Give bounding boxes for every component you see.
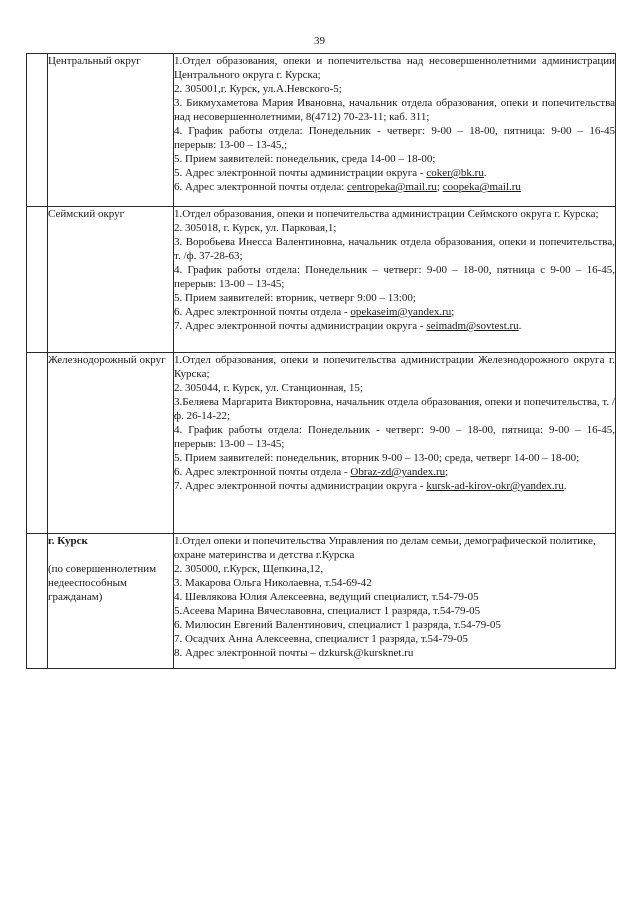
content-text: 6. Адрес электронной почты отдела - — [174, 466, 351, 478]
number-cell — [27, 207, 48, 353]
content-line — [174, 465, 615, 479]
content-text: 6. Адрес электронной почты отдела: — [174, 181, 348, 193]
content-cell — [174, 54, 616, 207]
content-line: 1.Отдел образования, опеки и попечительства над несовершеннолетними администрации Центрального округа г. Курска; — [174, 55, 615, 81]
district-name: г. Курск — [48, 535, 88, 547]
district-subtitle: (по совершеннолетним недееспособным гражданам) — [48, 563, 157, 603]
content-text: ; — [436, 181, 443, 193]
content-line: 2. 305018, г. Курск, ул. Парковая,1; — [174, 222, 337, 234]
content-line: 7. Осадчих Анна Алексеевна, специалист 1 разряда, т.54-79-05 — [174, 633, 468, 645]
email-link[interactable]: kursk-ad-kirov-okr@yandex.ru — [426, 480, 564, 492]
content-line — [174, 319, 615, 333]
content-line: 2. 305000, г.Курск, Щепкина,12, — [174, 563, 324, 575]
content-text: . — [518, 320, 522, 332]
district-cell — [48, 353, 174, 534]
contacts-table — [26, 53, 616, 669]
content-line: 3.Беляева Маргарита Викторовна, начальник отдела образования, опеки и попечительства, т. /ф. 26-14-22; — [174, 396, 615, 422]
content-line — [174, 166, 615, 180]
content-line: 3. Воробьева Инесса Валентиновна, начальник отдела образования, опеки и попечительства, т. /ф. 37-28-63; — [174, 236, 615, 262]
content-text: ; — [445, 466, 449, 478]
content-text: ; — [451, 306, 455, 318]
content-line: 1.Отдел образования, опеки и попечительства администрации Железнодорожного округа г. Курска; — [174, 354, 615, 380]
content-line: 2. 305001,г. Курск, ул.А.Невского-5; — [174, 83, 342, 95]
content-text: . — [483, 167, 487, 179]
content-line: 3. Макарова Ольга Николаевна, т.54-69-42 — [174, 577, 372, 589]
content-line: 2. 305044, г. Курск, ул. Станционная, 15; — [174, 382, 363, 394]
email-link[interactable]: coker@bk.ru — [426, 167, 484, 179]
content-line: 4. График работы отдела: Понедельник - четверг: 9-00 – 18-00, пятница: 9-00 – 16-45, перерыв: 13-00 – 13-45; — [174, 424, 615, 450]
content-line: 5. Прием заявителей: понедельник, вторник 9-00 – 13-00; среда, четверг 14-00 – 18-00; — [174, 452, 580, 464]
content-cell — [174, 207, 616, 353]
email-link[interactable]: Obraz-zd@yandex.ru — [350, 466, 446, 478]
content-line: 8. Адрес электронной почты – dzkursk@kursknet.ru — [174, 647, 414, 659]
district-name: Центральный округ — [48, 55, 141, 67]
content-text: 7. Адрес электронной почты администрации округа - — [174, 480, 427, 492]
content-line: 5. Прием заявителей: вторник, четверг 9:00 – 13:00; — [174, 292, 416, 304]
district-name: Сеймский округ — [48, 208, 125, 220]
content-line — [174, 305, 615, 319]
content-line: 3. Бикмухаметова Мария Ивановна, начальник отдела образования, опеки и попечительства над несовершеннолетними, 8(4712) 70-23-11; каб. 311; — [174, 97, 615, 123]
content-line: 4. График работы отдела: Понедельник - четверг: 9-00 – 18-00, пятница: 9-00 – 16-45 перерыв: 13-00 – 13-45,; — [174, 125, 615, 151]
content-line: 1.Отдел опеки и попечительства Управления по делам семьи, демографической политике, охране материнства и детства г.Курска — [174, 535, 596, 561]
content-line: 6. Милюсин Евгений Валентинович, специалист 1 разряда, т.54-79-05 — [174, 619, 501, 631]
content-cell — [174, 353, 616, 534]
content-line: 5. Прием заявителей: понедельник, среда 14-00 – 18-00; — [174, 153, 436, 165]
table-row — [27, 534, 616, 669]
email-link[interactable]: centropeka@mail.ru — [347, 181, 437, 193]
content-line: 4. График работы отдела: Понедельник – четверг: 9-00 – 18-00, пятница с 9-00 – 16-45, перерыв: 13-00 – 13-45; — [174, 264, 615, 290]
district-cell — [48, 54, 174, 207]
district-cell — [48, 207, 174, 353]
content-line — [174, 479, 615, 493]
table-row — [27, 54, 616, 207]
content-text: 7. Адрес электронной почты администрации округа - — [174, 320, 427, 332]
email-link[interactable]: opekaseim@yandex.ru — [350, 306, 452, 318]
district-cell — [48, 534, 174, 669]
content-line — [174, 180, 615, 194]
content-cell — [174, 534, 616, 669]
district-name: Железнодорожный округ — [48, 354, 166, 366]
content-text: 6. Адрес электронной почты отдела - — [174, 306, 351, 318]
content-line: 4. Шевлякова Юлия Алексеевна, ведущий специалист, т.54-79-05 — [174, 591, 479, 603]
table-row — [27, 207, 616, 353]
number-cell — [27, 54, 48, 207]
content-text: 5. Адрес электронной почты администрации округа - — [174, 167, 427, 179]
email-link[interactable]: coopeka@mail.ru — [442, 181, 521, 193]
number-cell — [27, 353, 48, 534]
table-row — [27, 353, 616, 534]
email-link[interactable]: seimadm@sovtest.ru — [426, 320, 519, 332]
content-text: . — [563, 480, 567, 492]
page-number: 39 — [314, 35, 325, 47]
content-line: 5.Асеева Марина Вячеславовна, специалист 1 разряда, т.54-79-05 — [174, 605, 481, 617]
content-line: 1.Отдел образования, опеки и попечительства администрации Сеймского округа г. Курска; — [174, 208, 599, 220]
number-cell — [27, 534, 48, 669]
